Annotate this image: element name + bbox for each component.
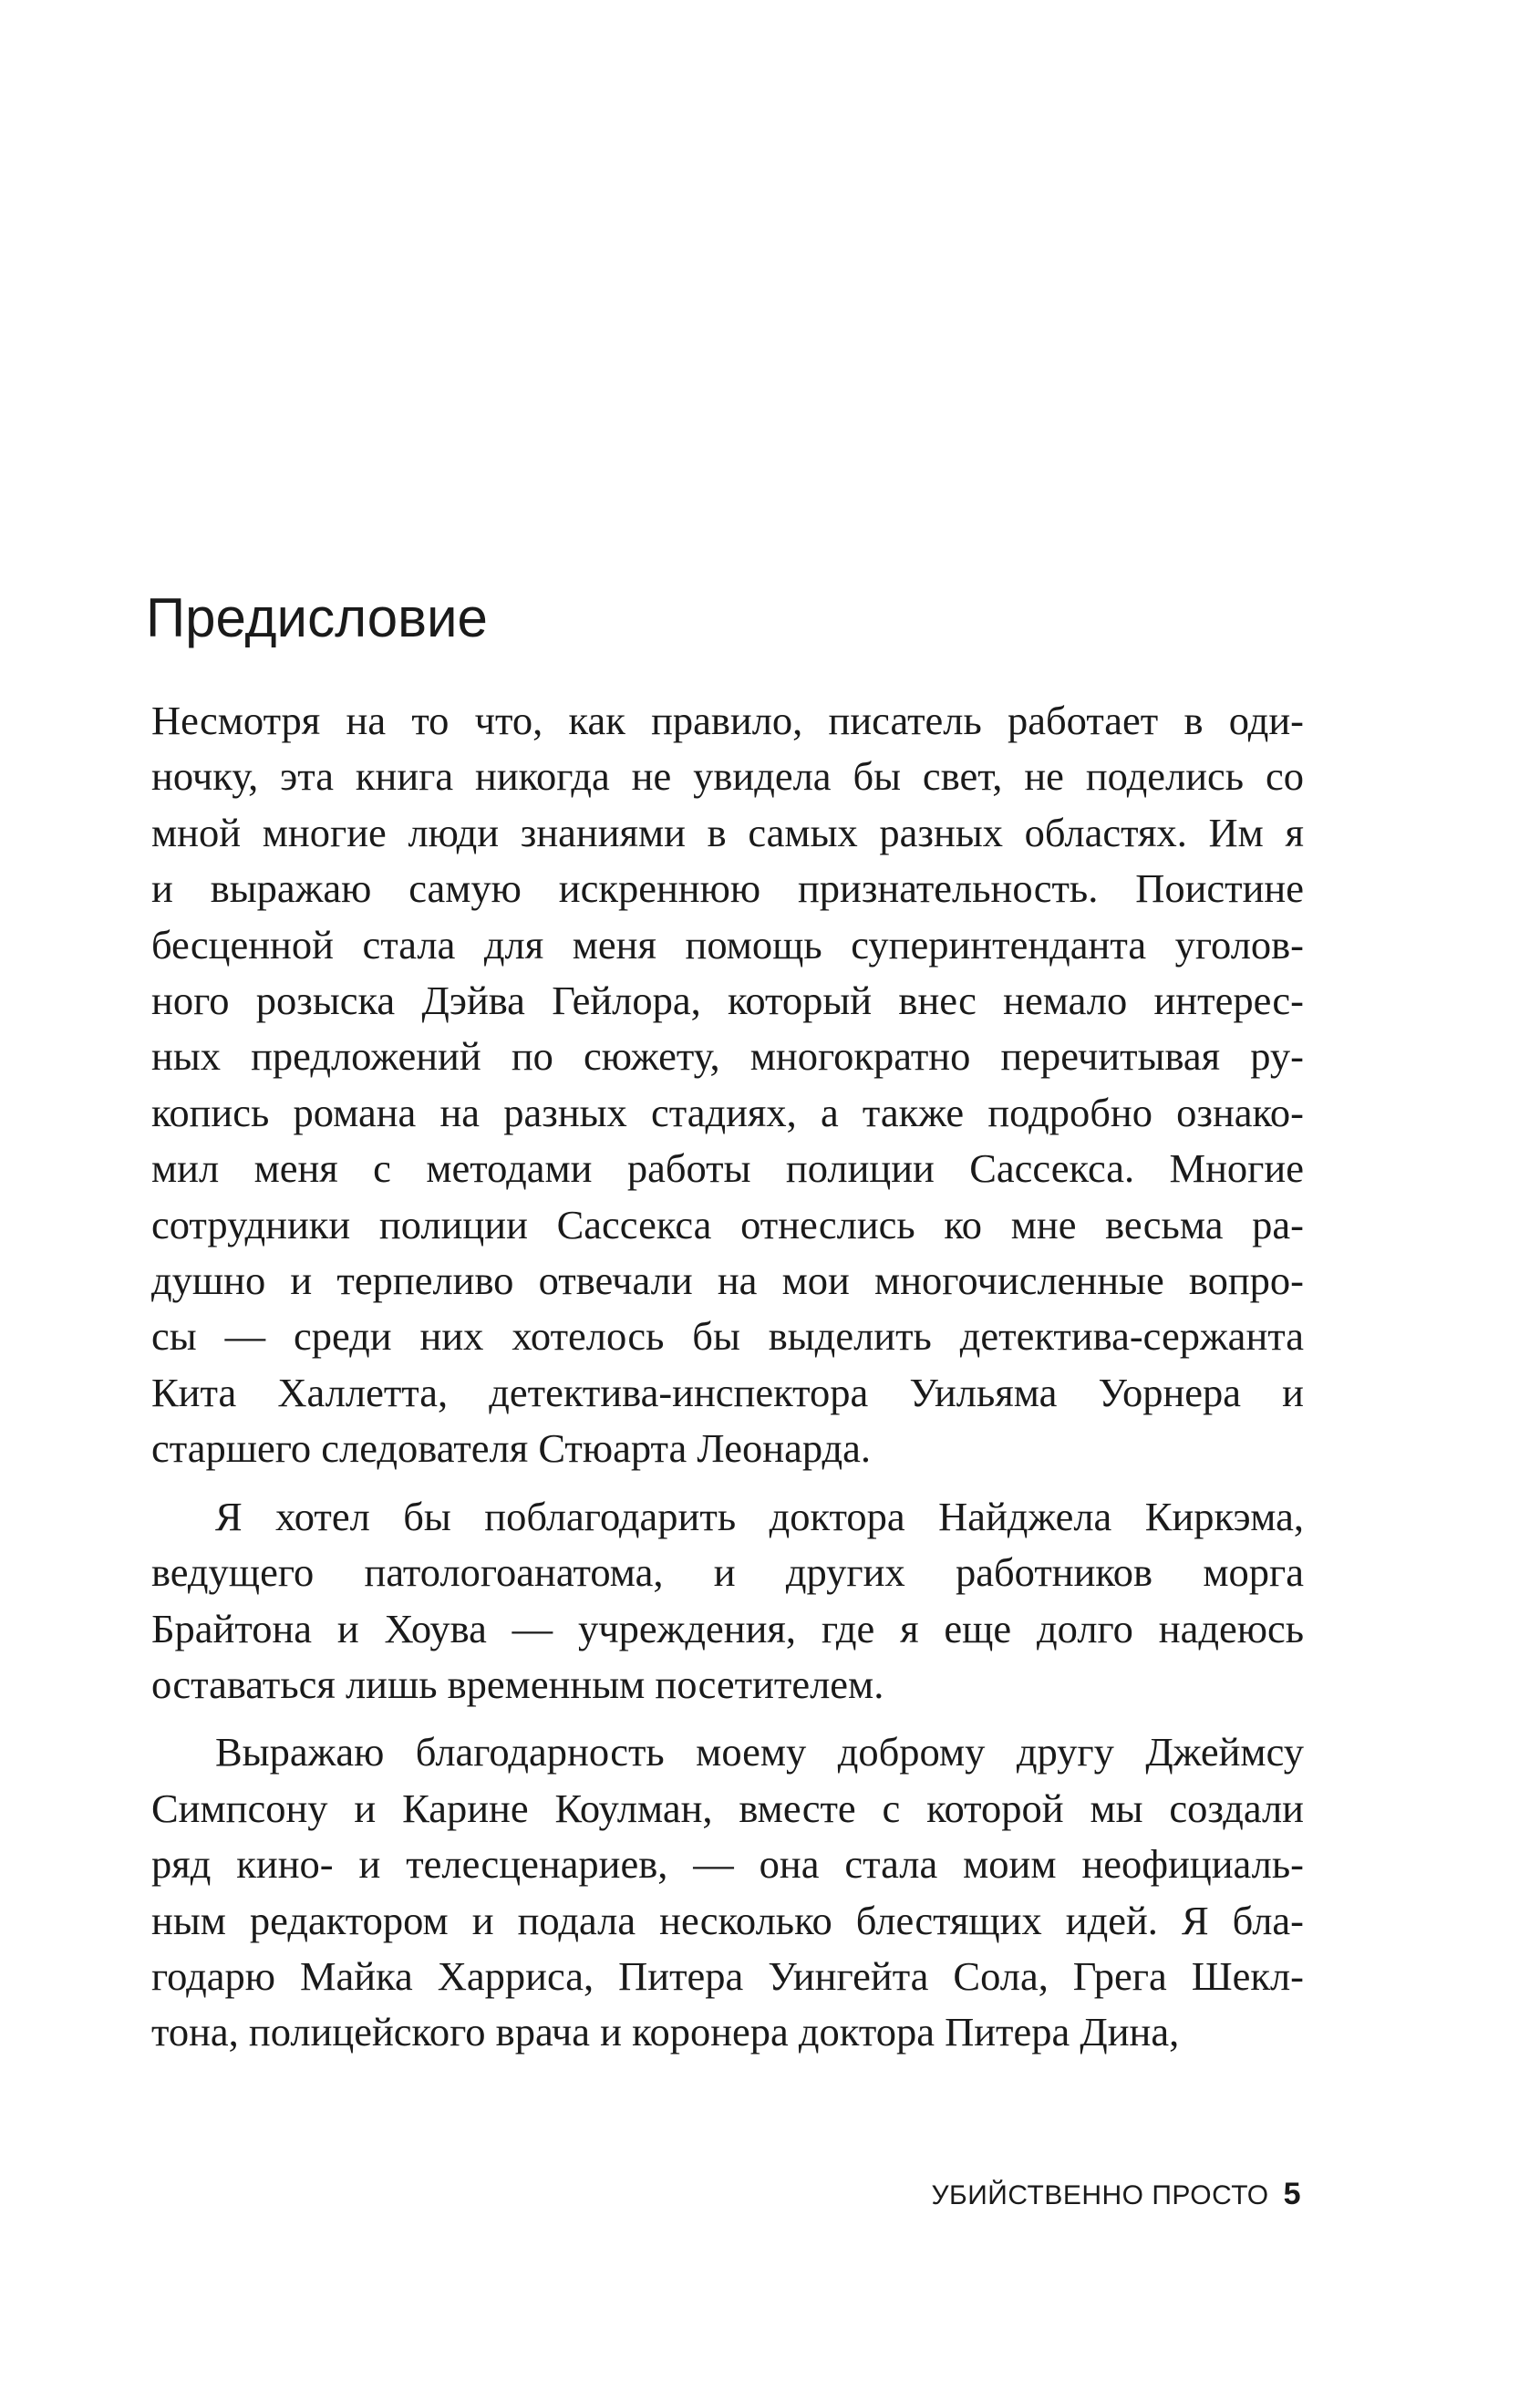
page-number: 5 [1283,2177,1301,2211]
chapter-heading: Предисловие [146,587,488,648]
text-line: мил меня с методами работы полиции Сассекса. Многие [151,1145,1304,1192]
text-line: Брайтона и Хоува — учреждения, где я еще долго надеюсь [151,1605,1304,1651]
body-text [151,693,1304,2073]
text-line: годарю Майка Харриса, Питера Уингейта Сола, Грега Шекл- [151,1952,1304,1999]
text-line: и выражаю самую искреннюю признательность. Поистине [151,865,1304,912]
text-line: старшего следователя Стюарта Леонарда. [151,1425,872,1472]
text-line: ряд кино- и телесценариев, — она стала моим неофициаль- [151,1841,1304,1888]
footer-book-title: УБИЙСТВЕННО ПРОСТО [931,2180,1269,2210]
text-line: бесценной стала для меня помощь суперинтенданта уголов- [151,921,1304,968]
paragraph [151,1724,1304,2060]
text-line: Симпсону и Карине Коулман, вместе с которой мы создали [151,1785,1304,1831]
text-line: Кита Халлетта, детектива-инспектора Уильяма Уорнера и [151,1369,1304,1415]
text-line: сотрудники полиции Сассекса отнеслись ко мне весьма ра- [151,1201,1304,1247]
text-line: душно и терпеливо отвечали на мои многочисленные вопро- [151,1258,1304,1304]
running-footer [931,2176,1301,2214]
text-line: Несмотря на то что, как правило, писатель работает в оди- [151,698,1304,743]
text-line: сы — среди них хотелось бы выделить детектива-сержанта [151,1313,1304,1360]
paragraph [151,1489,1304,1713]
text-line: тона, полицейского врача и коронера доктора Питера Дина, [151,2009,1180,2055]
text-line: мной многие люди знаниями в самых разных областях. Им я [151,809,1304,855]
text-line: ным редактором и подала несколько блестящих идей. Я бла- [151,1897,1304,1943]
text-line: ного розыска Дэйва Гейлора, который внес немало интерес- [151,978,1304,1024]
text-line: оставаться лишь временным посетителем. [151,1661,884,1707]
text-line: копись романа на разных стадиях, а также подробно ознако- [151,1089,1304,1135]
text-line: ных предложений по сюжету, многократно перечитывая ру- [151,1033,1304,1080]
text-line: ночку, эта книга никогда не увидела бы свет, не поделись со [151,753,1304,800]
paragraph [151,693,1304,1477]
text-line: Я хотел бы поблагодарить доктора Найджела Киркэма, [215,1493,1304,1539]
text-line: ведущего патологоанатома, и других работников морга [151,1549,1304,1596]
text-line: Выражаю благодарность моему доброму другу Джеймсу [215,1729,1304,1775]
